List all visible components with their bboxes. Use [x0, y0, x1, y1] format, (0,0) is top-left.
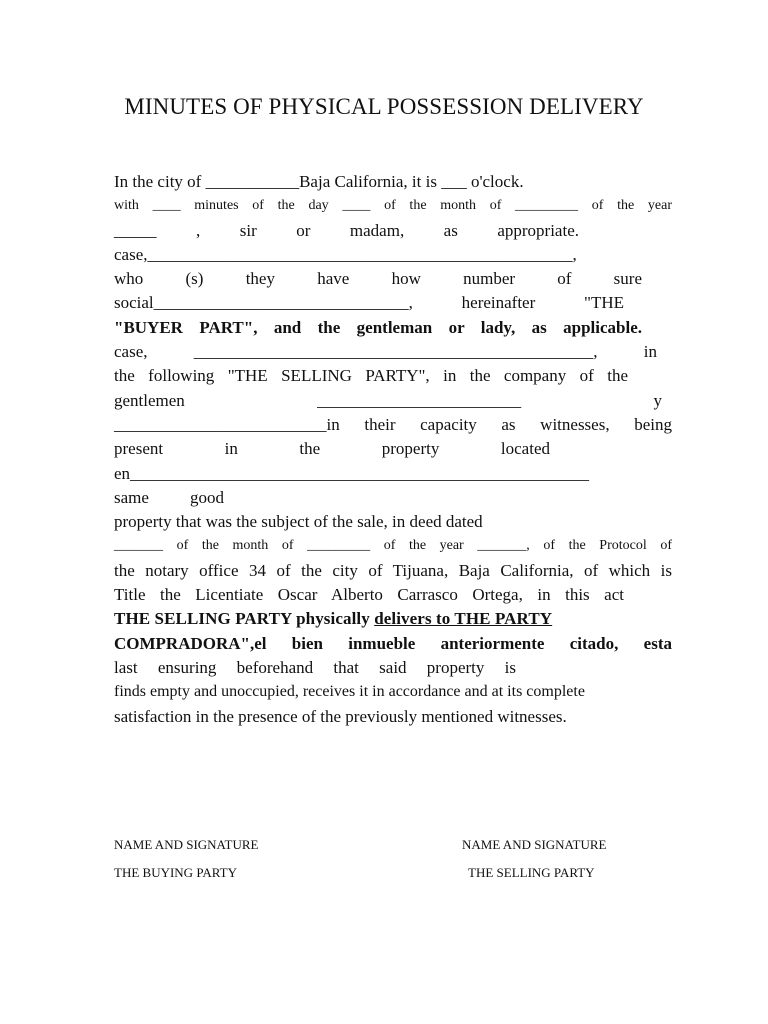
body-line: Title the Licentiate Oscar Alberto Carrasco Ortega, in this act: [114, 585, 624, 605]
body-line: social______________________________, hereinafter "THE: [114, 293, 624, 313]
body-line: finds empty and unoccupied, receives it in accordance and at its complete: [114, 683, 585, 701]
body-line: _____ , sir or madam, as appropriate.: [114, 220, 579, 240]
buyer-party-label: THE BUYING PARTY: [114, 865, 237, 880]
document-body: [114, 170, 672, 729]
body-line: _______ of the month of _________ of the year _______, of the Protocol of: [114, 538, 672, 554]
body-line: property that was the subject of the sale, in deed dated: [114, 512, 483, 532]
delivers-underlined-text: delivers to THE PARTY: [374, 609, 553, 629]
body-line: [114, 607, 672, 631]
body-line: the notary office 34 of the city of Tijuana, Baja California, of which is: [114, 560, 672, 580]
body-line: case, _______________________________________________, in: [114, 342, 657, 362]
body-line: with ____ minutes of the day ____ of the month of _________ of the year: [114, 198, 672, 214]
body-line: _________________________in their capacity as witnesses, being: [114, 414, 672, 434]
body-line: the following "THE SELLING PARTY", in the company of the: [114, 366, 628, 386]
body-line: who (s) they have how number of sure: [114, 269, 642, 289]
body-line: "BUYER PART", and the gentleman or lady, as applicable.: [114, 317, 642, 337]
body-line: In the city of ___________Baja California, it is ___ o'clock.: [114, 172, 524, 191]
body-line: COMPRADORA",el bien inmueble anteriormente citado, esta: [114, 633, 672, 653]
body-line: case,__________________________________________________,: [114, 244, 577, 264]
seller-party-label: THE SELLING PARTY: [468, 865, 595, 880]
selling-party-text: THE SELLING PARTY physically: [114, 609, 375, 629]
body-line: present in the property located: [114, 439, 550, 459]
seller-name-signature-label: NAME AND SIGNATURE: [462, 837, 607, 852]
body-line: en______________________________________________________: [114, 463, 590, 483]
body-line: gentlemen ________________________ y: [114, 390, 662, 410]
body-line: last ensuring beforehand that said property is: [114, 657, 516, 677]
buyer-name-signature-label: NAME AND SIGNATURE: [114, 837, 259, 852]
body-line: satisfaction in the presence of the previously mentioned witnesses.: [114, 706, 567, 726]
document-title: MINUTES OF PHYSICAL POSSESSION DELIVERY: [124, 94, 644, 119]
body-line: same good: [114, 487, 224, 507]
